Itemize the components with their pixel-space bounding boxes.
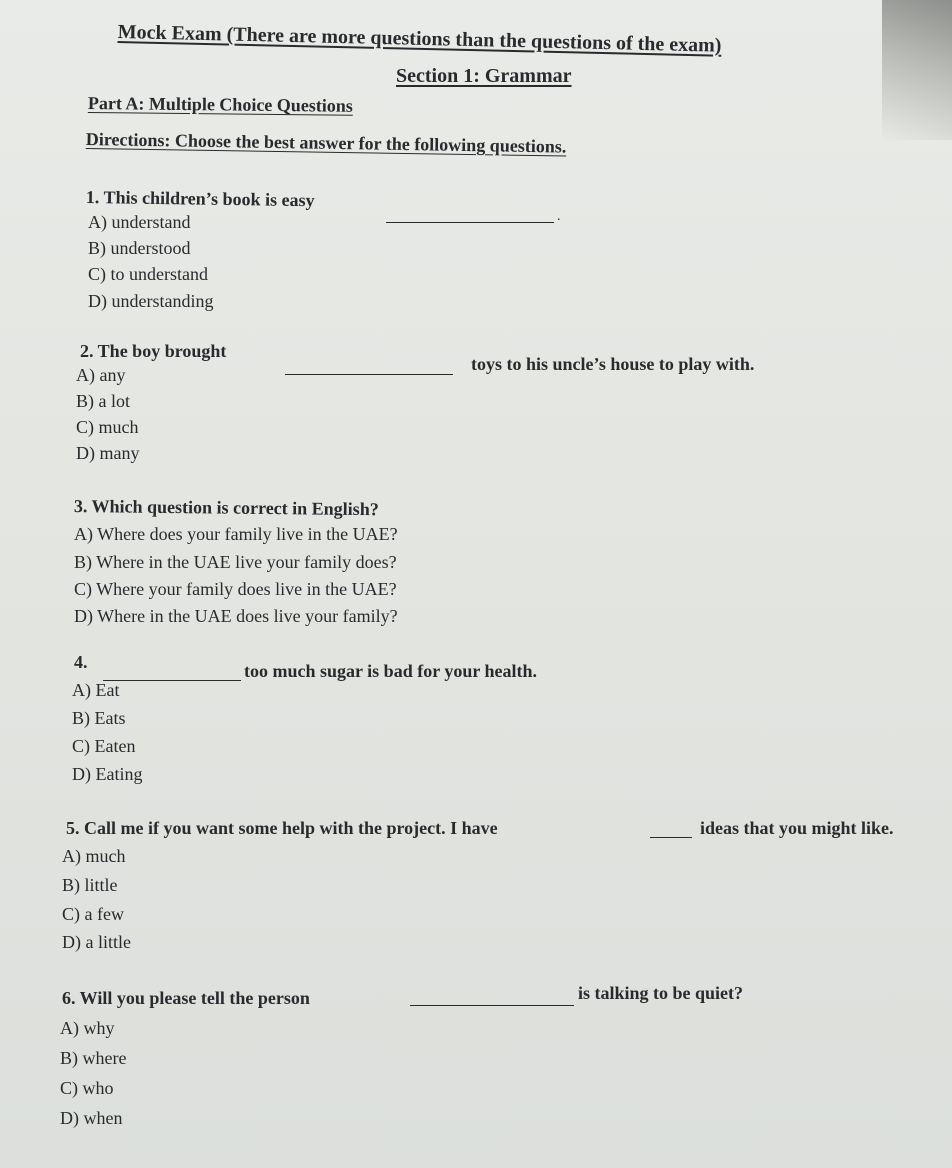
- question-stem: 2. The boy brought: [80, 341, 227, 361]
- option-b[interactable]: B) understood: [88, 238, 191, 258]
- answer-blank: [386, 222, 554, 223]
- option-c[interactable]: C) Eaten: [72, 736, 136, 756]
- option-a[interactable]: A) why: [60, 1018, 115, 1038]
- option-c[interactable]: C) a few: [62, 904, 124, 924]
- page-corner-shadow: [882, 0, 952, 140]
- question-stem: 4.: [74, 652, 88, 672]
- option-c[interactable]: C) much: [76, 417, 139, 437]
- option-a[interactable]: A) any: [76, 365, 126, 385]
- option-c[interactable]: C) Where your family does live in the UAE?: [74, 579, 397, 599]
- question-stem: 6. Will you please tell the person: [62, 988, 310, 1008]
- question-stem: 1. This children’s book is easy: [85, 187, 315, 211]
- option-b[interactable]: B) Where in the UAE live your family does?: [74, 552, 397, 572]
- option-b[interactable]: B) Eats: [72, 708, 126, 728]
- answer-blank: [650, 837, 692, 838]
- option-b[interactable]: B) where: [60, 1048, 127, 1068]
- option-b[interactable]: B) a lot: [76, 391, 130, 411]
- question-stem-end: ideas that you might like.: [700, 818, 894, 838]
- section-title: Section 1: Grammar: [396, 65, 572, 87]
- option-d[interactable]: D) when: [60, 1108, 123, 1128]
- directions: Directions: Choose the best answer for the following questions.: [85, 129, 567, 157]
- answer-blank: [285, 374, 453, 375]
- option-d[interactable]: D) many: [76, 443, 140, 463]
- option-b[interactable]: B) little: [62, 875, 118, 895]
- option-d[interactable]: D) understanding: [88, 291, 214, 311]
- question-stem: 3. Which question is correct in English?: [73, 496, 379, 520]
- option-a[interactable]: A) Where does your family live in the UAE?: [74, 524, 398, 544]
- option-d[interactable]: D) Where in the UAE does live your family?: [74, 606, 398, 626]
- option-a[interactable]: A) Eat: [72, 680, 120, 700]
- question-stem-end: .: [557, 209, 561, 224]
- answer-blank: [103, 680, 241, 681]
- question-stem-end: too much sugar is bad for your health.: [244, 661, 538, 681]
- option-d[interactable]: D) a little: [62, 932, 131, 952]
- option-c[interactable]: C) who: [60, 1078, 114, 1098]
- option-a[interactable]: A) understand: [88, 212, 191, 232]
- exam-title: Mock Exam (There are more questions than the questions of the exam): [117, 21, 722, 57]
- option-c[interactable]: C) to understand: [88, 264, 208, 284]
- part-title: Part A: Multiple Choice Questions: [87, 93, 353, 116]
- option-a[interactable]: A) much: [62, 846, 126, 866]
- answer-blank: [410, 1005, 574, 1006]
- question-stem-end: toys to his uncle’s house to play with.: [471, 354, 755, 374]
- option-d[interactable]: D) Eating: [72, 764, 143, 784]
- question-stem: 5. Call me if you want some help with the project. I have: [66, 818, 498, 838]
- question-stem-end: is talking to be quiet?: [578, 983, 744, 1003]
